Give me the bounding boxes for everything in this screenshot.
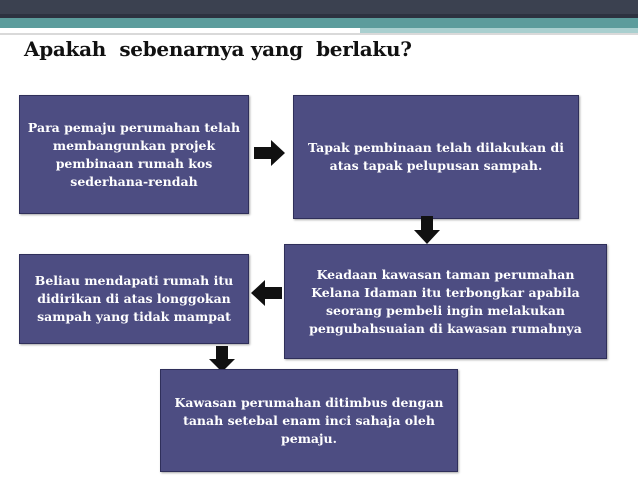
header-divider [0,33,638,35]
flow-box-finding-text: Beliau mendapati rumah itu didirikan di atas longgokan sampah yang tidak mampat [34,273,234,324]
flow-box-developers-text: Para pemaju perumahan telah membangunkan projek pembinaan rumah kos sederhana-rendah [27,119,241,189]
flow-box-developers [19,95,249,214]
flow-box-site [293,95,579,219]
arrow-right-icon [254,140,286,166]
header-band-teal [0,18,638,28]
flow-box-discovery [284,244,607,359]
flow-box-landfill [160,369,458,472]
flow-box-discovery-text: Keadaan kawasan taman perumahan Kelana Idaman itu terbongkar apabila seorang pembeli ingin melakukan pengubahsuaian di kawasan rumahnya [309,266,582,336]
flow-box-landfill-text: Kawasan perumahan ditimbus dengan tanah setebal enam inci sahaja oleh pemaju. [174,394,444,446]
flow-box-finding [19,254,249,344]
arrow-down-icon [414,216,440,244]
flow-box-site-text: Tapak pembinaan telah dilakukan di atas tapak pelupusan sampah. [308,140,564,173]
slide-title: Apakah sebenarnya yang berlaku? [24,37,412,61]
arrow-left-icon [250,280,282,306]
